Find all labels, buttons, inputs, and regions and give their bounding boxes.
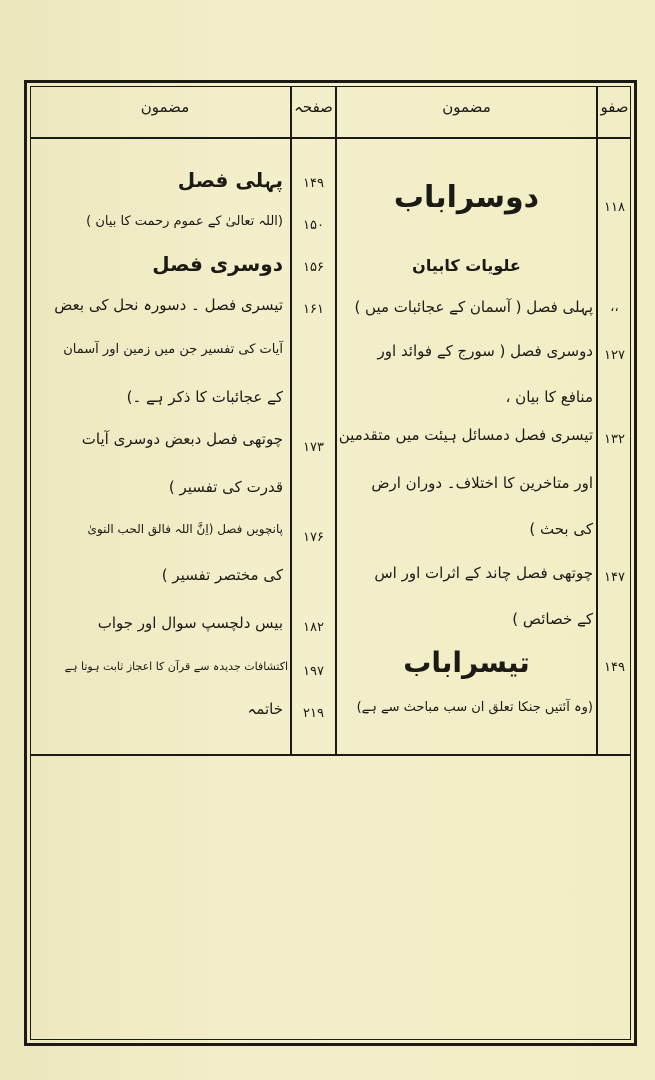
chapter3-subtitle: (وہ آئتیں جنکا تعلق ان سب مباحث سے ہے): [356, 700, 593, 715]
left-row-4: تیسری فصل ۔ دسورہ نحل کی بعض: [54, 296, 283, 314]
left-page-4: ۱۶۱: [303, 302, 324, 317]
right-row-3b: اور متاخرین کا اختلاف۔ دوران ارض: [371, 474, 593, 492]
header-right-subject: مضمون: [442, 98, 491, 116]
left-page-6: ۱۷۶: [303, 530, 324, 545]
left-row-2: (اللہ تعالیٰ کے عموم رحمت کا بیان ): [86, 214, 283, 229]
left-row-7: بیس دلچسپ سوال اور جواب: [97, 614, 283, 632]
header-left-page: صفحہ: [294, 98, 333, 116]
header-left-subject: مضمون: [140, 98, 190, 116]
divider-right-page-col: [596, 86, 598, 754]
right-page-chapter2: ۱۱۸: [604, 200, 625, 215]
left-row-3: دوسری فصل: [152, 252, 283, 276]
right-row-4: چوتھی فصل چاند کے اثرات اور اس: [374, 564, 593, 582]
chapter2-subtitle: علویات کابیان: [412, 256, 521, 275]
right-page-4: ۱۴۷: [604, 570, 625, 585]
left-page-1: ۱۴۹: [303, 176, 324, 191]
left-page-8: ۱۹۷: [303, 664, 324, 679]
right-page-2: ۱۲۷: [604, 348, 625, 363]
left-row-5b: قدرت کی تفسیر ): [168, 478, 283, 496]
right-page-3: ۱۳۲: [604, 432, 625, 447]
left-page-3: ۱۵۶: [303, 260, 324, 275]
left-page-5: ۱۷۳: [303, 440, 324, 455]
right-page-ditto: ،،: [610, 300, 619, 315]
right-page-chapter3: ۱۴۹: [604, 660, 625, 675]
left-row-8: اکتشافات جدیدہ سے قرآن کا اعجاز ثابت ہوتا ہے: [64, 660, 288, 673]
left-row-6b: کی مختصر تفسیر ): [161, 566, 283, 584]
right-row-3c: کی بحث ): [529, 520, 593, 538]
left-page-9: ۲۱۹: [303, 706, 324, 721]
right-row-3: تیسری فصل دمسائل ہیئت میں متقدمین: [338, 426, 593, 444]
right-row-1: پہلی فصل ( آسمان کے عجائبات میں ): [354, 298, 593, 316]
left-row-9: خاتمہ: [247, 700, 283, 718]
header-right-page: صفو: [600, 98, 629, 116]
content-bottom-divider: [30, 754, 631, 756]
left-page-2: ۱۵۰: [303, 218, 324, 233]
left-page-7: ۱۸۲: [303, 620, 324, 635]
left-row-6: پانچویں فصل (اِنَّ اللہ فالق الحب النویٰ: [87, 522, 283, 536]
chapter3-title: تیسراباب: [403, 646, 530, 679]
chapter2-title: دوسراباب: [393, 180, 540, 215]
header-divider: [30, 137, 631, 139]
right-row-2: دوسری فصل ( سورج کے فوائد اور: [377, 342, 593, 360]
right-row-4b: کے خصائص ): [512, 610, 593, 628]
left-row-4c: کے عجائبات کا ذکر ہے ۔): [126, 388, 283, 406]
left-row-1: پہلی فصل: [177, 168, 283, 192]
right-row-2b: منافع کا بیان ،: [505, 388, 593, 406]
left-row-4b: آیات کی تفسیر جن میں زمین اور آسمان: [63, 342, 283, 357]
left-row-5: چوتھی فصل دبعض دوسری آیات: [81, 430, 283, 448]
